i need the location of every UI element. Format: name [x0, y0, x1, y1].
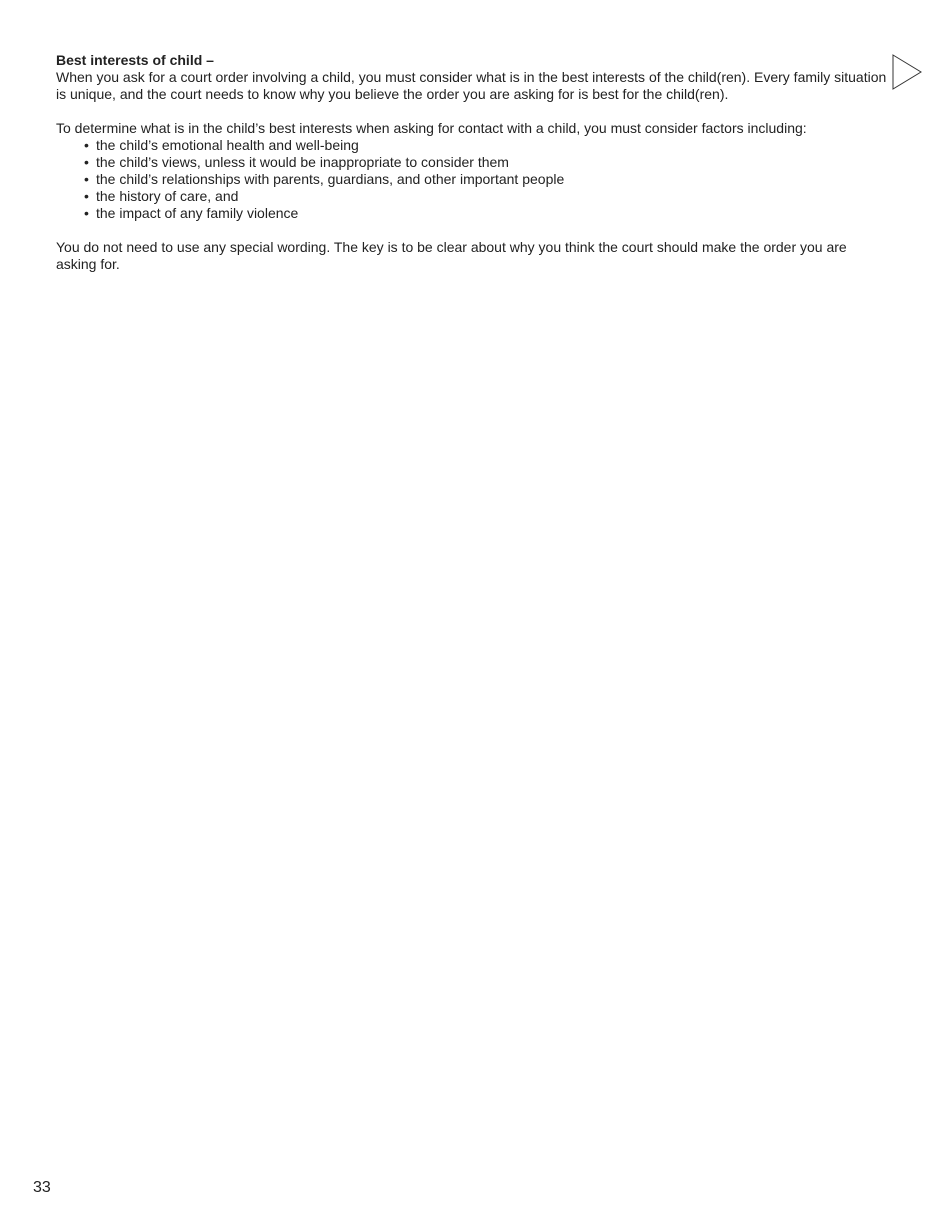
list-item: • the child’s relationships with parents, guardians, and other important people	[84, 171, 888, 188]
list-item: • the child’s emotional health and well-being	[84, 137, 888, 154]
triangle-right-outline-icon	[892, 54, 922, 90]
list-item: • the history of care, and	[84, 188, 888, 205]
factors-list	[56, 137, 888, 222]
section-heading: Best interests of child –	[56, 52, 214, 68]
page-number: 33	[33, 1179, 51, 1196]
intro-paragraph: When you ask for a court order involving a child, you must consider what is in the best interests of the child(ren). Every family situation is unique, and the court needs to know why you believe the order you are asking for is best for the child(ren).	[56, 69, 887, 102]
list-item: • the impact of any family violence	[84, 205, 888, 222]
next-page-arrow-icon[interactable]	[892, 54, 922, 90]
factors-intro-paragraph: To determine what is in the child’s best interests when asking for contact with a child, you must consider factors including:	[56, 120, 807, 136]
closing-paragraph: You do not need to use any special wording. The key is to be clear about why you think the court should make the order you are asking for.	[56, 239, 847, 272]
list-item: • the child’s views, unless it would be inappropriate to consider them	[84, 154, 888, 171]
best-interests-section	[56, 52, 888, 273]
